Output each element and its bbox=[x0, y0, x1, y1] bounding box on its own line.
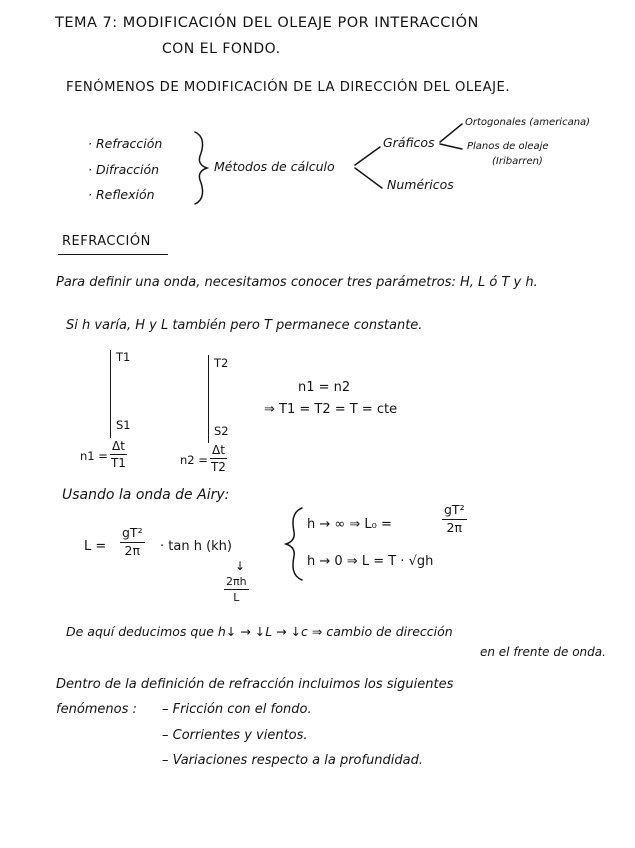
list-item-currents: – Corrientes y vientos. bbox=[162, 728, 308, 743]
equality-n: n1 = n2 bbox=[298, 380, 351, 395]
section2-heading: REFRACCIÓN bbox=[62, 234, 151, 249]
methods-branch-graphic bbox=[355, 147, 380, 165]
within-line2: fenómenos : bbox=[56, 702, 137, 717]
graphic-label: Gráficos bbox=[383, 135, 435, 150]
phenomenon-diffraction: · Difracción bbox=[88, 162, 160, 177]
graphic-branch-lower bbox=[440, 144, 462, 149]
deduction-line1: De aquí deducimos que h↓ → ↓L → ↓c ⇒ cambio de dirección bbox=[66, 624, 453, 639]
section1-heading: FENÓMENOS DE MODIFICACIÓN DE LA DIRECCIÓN DEL OLEAJE. bbox=[66, 80, 511, 95]
graphic-item-planes: Planos de oleaje bbox=[467, 141, 549, 152]
ray-right-bottom: S2 bbox=[214, 424, 229, 438]
page-title-line2: CON EL FONDO. bbox=[162, 41, 281, 57]
phenomena-brace bbox=[195, 132, 207, 204]
within-line1: Dentro de la definición de refracción incluimos los siguientes bbox=[56, 677, 454, 692]
deep-water-numerator: gT² bbox=[442, 504, 467, 520]
numeric-label: Numéricos bbox=[387, 177, 454, 192]
n2-label: n2 = bbox=[180, 453, 208, 467]
airy-tanh: · tan h (kh) bbox=[160, 539, 232, 554]
n2-denominator: T2 bbox=[210, 460, 226, 474]
page-title-line1: TEMA 7: MODIFICACIÓN DEL OLEAJE POR INTERACCIÓN bbox=[55, 15, 479, 31]
airy-shallow-water-case: h → 0 ⇒ L = T · √gh bbox=[307, 554, 434, 569]
methods-branch-numeric bbox=[355, 168, 382, 188]
n2-numerator: Δt bbox=[212, 443, 225, 457]
airy-numerator: gT² bbox=[120, 527, 145, 543]
n1-label: n1 = bbox=[80, 449, 108, 463]
n1-numerator: Δt bbox=[112, 439, 125, 453]
airy-kh-numerator: 2πh bbox=[226, 575, 247, 588]
ray-right-top: T2 bbox=[214, 356, 229, 370]
paragraph-parameters: Para definir una onda, necesitamos conocer tres parámetros: H, L ó T y h. bbox=[56, 275, 538, 290]
phenomenon-refraction: · Refracción bbox=[88, 136, 163, 151]
n1-denominator: T1 bbox=[110, 456, 126, 470]
list-item-friction: – Fricción con el fondo. bbox=[162, 702, 312, 717]
airy-down-arrow: ↓ bbox=[235, 559, 246, 573]
deep-water-denominator: 2π bbox=[446, 519, 463, 535]
graphic-item-orthogonal: Ortogonales (americana) bbox=[465, 117, 591, 128]
deduction-line2: en el frente de onda. bbox=[480, 645, 606, 659]
ray-left-bottom: S1 bbox=[116, 418, 131, 432]
airy-lhs: L = bbox=[84, 539, 107, 554]
ray-left-top: T1 bbox=[116, 350, 131, 364]
graphic-branch-upper bbox=[440, 124, 462, 142]
paragraph-constant-period: Si h varía, H y L también pero T permanece constante. bbox=[66, 318, 423, 333]
airy-intro: Usando la onda de Airy: bbox=[62, 487, 230, 503]
airy-denominator: 2π bbox=[124, 542, 141, 558]
airy-deep-water-case: h → ∞ ⇒ L₀ = bbox=[307, 517, 392, 532]
graphic-item-iribarren: (Iribarren) bbox=[492, 156, 543, 167]
list-item-depth: – Variaciones respecto a la profundidad. bbox=[162, 753, 424, 768]
phenomenon-reflection: · Reflexión bbox=[88, 187, 155, 202]
equality-period: ⇒ T1 = T2 = T = cte bbox=[264, 402, 398, 417]
airy-kh-denominator: L bbox=[233, 591, 240, 604]
airy-cases-brace bbox=[286, 508, 302, 580]
methods-label: Métodos de cálculo bbox=[214, 159, 335, 174]
